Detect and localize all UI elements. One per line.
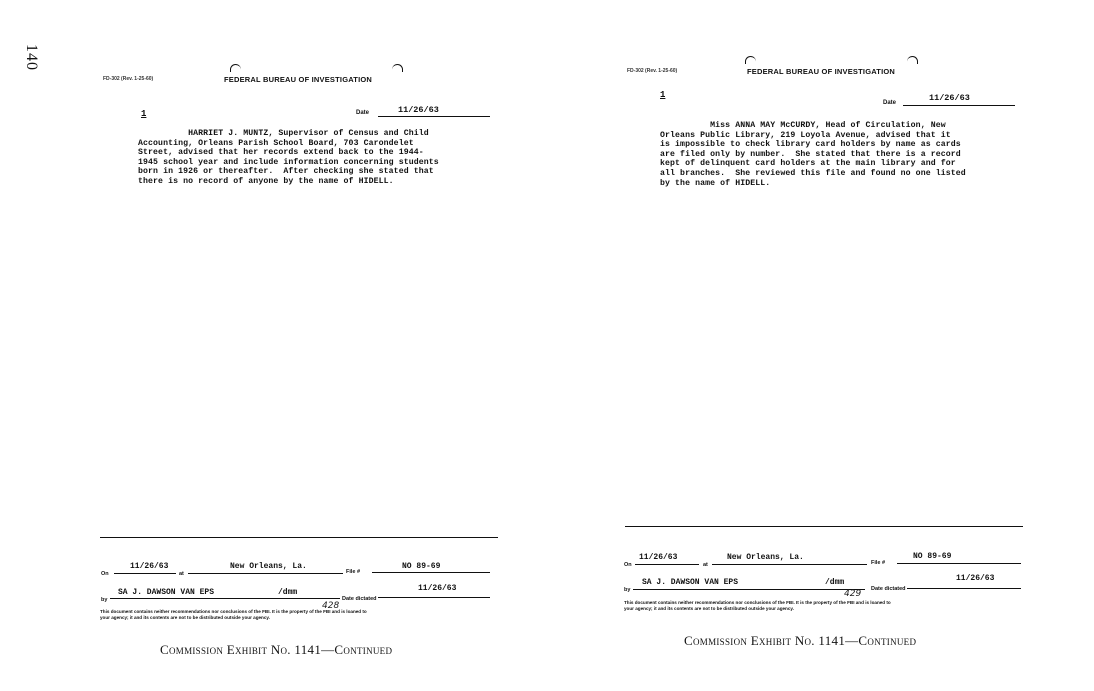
agent-name: SA J. DAWSON VAN EPS <box>642 578 739 587</box>
page-mark: 1 <box>660 90 666 100</box>
agent-name: SA J. DAWSON VAN EPS <box>118 588 215 597</box>
dictated-underline <box>378 597 490 598</box>
file-underline <box>372 572 490 573</box>
report-body: HARRIET J. MUNTZ, Supervisor of Census and Child Accounting, Orleans Parish School Board, 703 Carondelet Street, advised that her records extend back to the 1944- 1945 school year and include information concerning students born in 1926 or thereafter. After checking she stated that there is no record of anyone by the name of HIDELL. <box>138 129 439 186</box>
typist-initials: /dmm <box>825 578 845 587</box>
page-number: 140 <box>23 44 40 71</box>
report-body: Miss ANNA MAY McCURDY, Head of Circulation, New Orleans Public Library, 219 Loyola Avenue, advised that it is impossible to check library card holders by name as cards are filed only by number. She stated that there is a record kept of delinquent card holders at the main library and for all branches. She reviewed this file and found no one listed by the name of HIDELL. <box>660 121 966 188</box>
at-label: at <box>179 571 184 577</box>
by-label: by <box>101 597 108 603</box>
by-underline <box>110 598 340 599</box>
at-underline <box>712 564 867 565</box>
dictated-date: 11/26/63 <box>418 584 457 593</box>
dictated-label: Date dictated <box>342 596 377 602</box>
disclaimer: This document contains neither recommendations nor conclusions of the FBI. It is the property of the FBI and is loaned to your agency; it and its contents are not to be distributed outside your agency. <box>624 600 891 611</box>
handwritten-page-number: 428 <box>322 601 340 611</box>
divider-line <box>100 537 498 538</box>
punch-mark <box>745 56 756 64</box>
exhibit-caption: Commission Exhibit No. 1141—Continued <box>160 642 393 657</box>
on-label: On <box>624 562 632 568</box>
dictated-date: 11/26/63 <box>956 574 995 583</box>
report-date: 11/26/63 <box>929 93 970 103</box>
page-mark: 1 <box>141 109 147 119</box>
file-underline <box>897 563 1021 564</box>
file-label: File # <box>346 569 361 575</box>
punch-mark <box>907 56 918 64</box>
interview-date: 11/26/63 <box>130 562 169 571</box>
file-number: NO 89-69 <box>913 552 952 561</box>
by-label: by <box>624 587 631 593</box>
by-underline <box>633 589 865 590</box>
exhibit-caption: Commission Exhibit No. 1141—Continued <box>684 633 917 648</box>
dictated-underline <box>907 588 1021 589</box>
date-label: Date <box>356 110 370 116</box>
at-underline <box>188 573 343 574</box>
agency-header: FEDERAL BUREAU OF INVESTIGATION <box>224 75 373 84</box>
fbi-report-right <box>547 0 1094 691</box>
date-underline <box>903 105 1015 106</box>
punch-mark <box>392 64 403 72</box>
report-date: 11/26/63 <box>398 105 439 115</box>
interview-location: New Orleans, La. <box>727 553 804 562</box>
file-number: NO 89-69 <box>402 562 441 571</box>
disclaimer: This document contains neither recommendations nor conclusions of the FBI. It is the property of the FBI and is loaned to your agency; it and its contents are not to be distributed outside your agency. <box>100 609 367 620</box>
on-underline <box>114 573 176 574</box>
punch-mark <box>230 64 241 72</box>
handwritten-page-number: 429 <box>844 589 862 599</box>
interview-date: 11/26/63 <box>639 553 678 562</box>
dictated-label: Date dictated <box>871 586 906 592</box>
agency-header: FEDERAL BUREAU OF INVESTIGATION <box>747 67 896 76</box>
form-id: FD-302 (Rev. 1-25-60) <box>627 68 678 74</box>
interview-location: New Orleans, La. <box>230 562 307 571</box>
date-label: Date <box>883 100 897 106</box>
on-label: On <box>101 571 109 577</box>
at-label: at <box>703 562 708 568</box>
form-id: FD-302 (Rev. 1-25-60) <box>103 76 154 82</box>
on-underline <box>635 564 699 565</box>
divider-line <box>625 526 1023 527</box>
typist-initials: /dmm <box>278 588 298 597</box>
file-label: File # <box>871 560 886 566</box>
date-underline <box>378 116 490 117</box>
